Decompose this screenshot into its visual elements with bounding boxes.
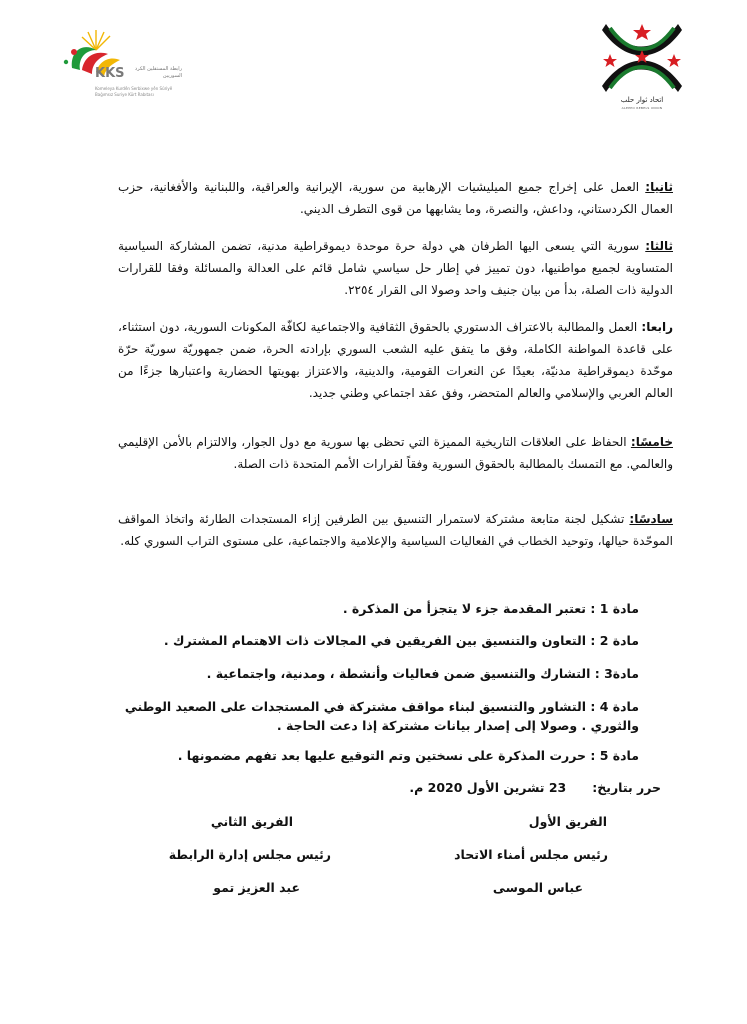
paragraph-text: تشكيل لجنة متابعة مشتركة لاستمرار التنسيق بين الطرفين إزاء المستجدات الطارئة واتخاذ المواقف الموحّدة حيالها، وتوحيد الخطاب في الفعاليات السياسية والإعلامية والاجتماعية، على مستوى التراب السوري كله. [118,512,673,548]
second-party-title: رئيس مجلس إدارة الرابطة [168,847,331,862]
crossed-flags-stars-icon [596,14,688,98]
paragraph-text: سورية التي يسعى اليها الطرفان هي دولة حرة موحدة ديموقراطية مدنية، تضمن المشاركة السياسية المتساوية لجميع مواطنيها، دون تمييز في إطار حل سياسي شامل قائم على العدالة والمسائلة وفقا للقرارات الدولية ذات الصلة، بدأ من بيان جنيف واحد وصولا الى القرار ٢٢٥٤. [118,239,673,297]
paragraph-fourth [118,316,673,404]
kks-logo-text: KKS [95,66,125,81]
aleppo-union-arabic-name: اتحاد ثوار حلب [620,96,664,104]
article-2: مادة 2 : التعاون والتنسيق بين الفريقين في المجالات ذات الاهتمام المشترك . [163,633,639,648]
article-1: مادة 1 : تعتبر المقدمة جزء لا يتجزأ من المذكرة . [342,601,639,616]
first-party-name: عباس الموسى [492,880,583,895]
second-party-label: الفريق الثاني [210,814,293,829]
paragraph-second [118,176,673,220]
date-label: حرر بتاريخ: [592,780,661,795]
paragraph-label: خامسًا: [630,435,673,449]
second-party-name: عبد العزيز تمو [213,880,300,895]
first-party-label: الفريق الأول [528,814,607,829]
paragraph-label: ثانيا: [645,180,673,194]
first-party-title: رئيس مجلس أمناء الاتحاد [454,847,608,862]
paragraph-text: العمل على إخراج جميع الميليشيات الإرهابية من سورية، الإيرانية والعراقية، واللبنانية والأفغانية، حزب العمال الكردستاني، وداعش، والنصرة، وما يشابهها من قوى التطرف الديني. [118,180,673,216]
kks-kurdish-name: Komeleya Kurdên Serbixwe yên Sûriyê [95,86,173,91]
paragraph-fifth [118,431,673,475]
date-line [261,780,661,795]
paragraph-label: رابعا: [641,320,673,334]
date-value: 23 تشرين الأول 2020 م. [409,780,567,795]
aleppo-union-english-name: ALEPPO REBELS UNION [621,106,663,110]
paragraph-third [118,235,673,301]
kks-kurdish-turkish-name [95,86,185,98]
kks-turkish-name: Bağımsız Suriye Kürt Rabıtası [95,92,154,97]
paragraph-label: سادسًا: [629,512,673,526]
kks-arabic-name: رابطة المستقلين الكرد السوريين [134,66,182,79]
paragraph-label: ثالثا: [645,239,673,253]
paragraph-sixth [118,508,673,552]
aleppo-union-logo [596,14,688,120]
article-4: مادة 4 : التشاور والتنسيق لبناء مواقف مشتركة في المستجدات على الصعيد الوطني والثوري . وصولا إلى إصدار بيانات مشتركة إذا دعت الحاجة . [124,699,639,733]
article-5: مادة 5 : حررت المذكرة على نسختين وتم التوقيع عليها بعد تفهم مضمونها . [177,748,639,763]
article-3: مادة3 : التشارك والتنسيق ضمن فعاليات وأنشطة ، ومدنية، واجتماعية . [206,666,639,681]
paragraph-text: العمل والمطالبة بالاعتراف الدستوري بالحقوق الثقافية والاجتماعية لكافّة المكونات السورية، دون استثناء، على قاعدة المواطنة الكاملة، وفق ما يتفق عليه الشعب السوري بإرادته الحرة، ضمن جمهوريّة سوريّة حرّة موحّدة ديموقراطية مدنيّة، بعيدًا عن النعرات القومية، والدينية، والاعتزاز بهويتها الحضارية واعتبارها جزءًا من العالم العربي والإسلامي والعالم المتحضر، وفق عقد اجتماعي وطني جديد. [118,320,673,400]
paragraph-text: الحفاظ على العلاقات التاريخية المميزة التي تحظى بها سورية مع دول الجوار، والالتزام بالأمن الإقليمي والعالمي. مع التمسك بالمطالبة بالحقوق السورية وفقاً لقرارات الأمم المتحدة ذات الصلة. [118,435,673,471]
